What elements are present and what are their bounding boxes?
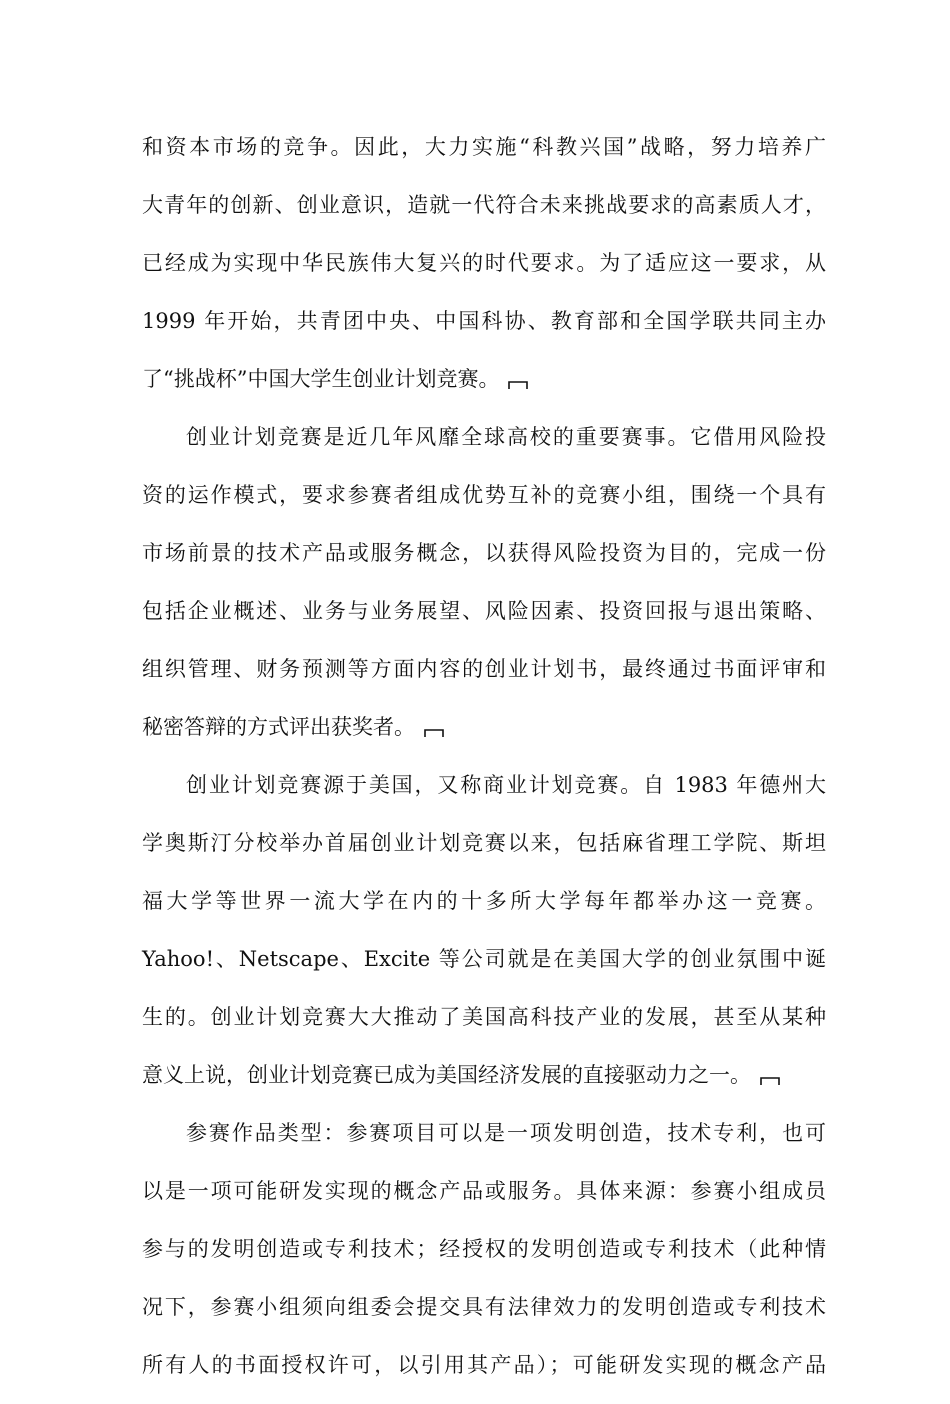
document-body bbox=[142, 128, 826, 1404]
paragraph-2-line-5: 组织管理、财务预测等方面内容的创业计划书，最终通过书面评审和 bbox=[142, 657, 826, 681]
paragraph-4-line-4: 况下，参赛小组须向组委会提交具有法律效力的发明创造或专利技术 bbox=[142, 1295, 826, 1319]
paragraph-1-line-2: 大青年的创新、创业意识，造就一代符合未来挑战要求的高素质人才， bbox=[142, 193, 826, 217]
paragraph-end-mark-icon bbox=[507, 380, 529, 390]
paragraph-2-line-6 bbox=[142, 708, 826, 766]
paragraph-1-line-5-text: 了“挑战杯”中国大学生创业计划竞赛。 bbox=[142, 367, 500, 391]
paragraph-end-mark-icon bbox=[423, 728, 445, 738]
paragraph-2-line-2: 资的运作模式，要求参赛者组成优势互补的竞赛小组，围绕一个具有 bbox=[142, 483, 826, 507]
paragraph-4-line-3: 参与的发明创造或专利技术；经授权的发明创造或专利技术（此种情 bbox=[142, 1237, 826, 1261]
paragraph-4-line-5: 所有人的书面授权许可，以引用其产品）；可能研发实现的概念产品 bbox=[142, 1353, 826, 1377]
paragraph-3-line-5: 生的。创业计划竞赛大大推动了美国高科技产业的发展，甚至从某种 bbox=[142, 1005, 826, 1029]
paragraph-2-line-3: 市场前景的技术产品或服务概念，以获得风险投资为目的，完成一份 bbox=[142, 541, 826, 565]
paragraph-1-line-3: 已经成为实现中华民族伟大复兴的时代要求。为了适应这一要求，从 bbox=[142, 251, 826, 275]
paragraph-3-line-3: 福大学等世界一流大学在内的十多所大学每年都举办这一竞赛。 bbox=[142, 889, 826, 913]
paragraph-3-line-6-text: 意义上说，创业计划竞赛已成为美国经济发展的直接驱动力之一。 bbox=[142, 1063, 751, 1087]
paragraph-1-line-1: 和资本市场的竞争。因此，大力实施“科教兴国”战略，努力培养广 bbox=[142, 135, 826, 159]
paragraph-end-mark-icon bbox=[759, 1076, 781, 1086]
paragraph-1-line-5 bbox=[142, 360, 826, 418]
paragraph-2-line-6-text: 秘密答辩的方式评出获奖者。 bbox=[142, 715, 415, 739]
paragraph-3-line-2: 学奥斯汀分校举办首届创业计划竞赛以来，包括麻省理工学院、斯坦 bbox=[142, 831, 826, 855]
paragraph-1-line-4: 1999 年开始，共青团中央、中国科协、教育部和全国学联共同主办 bbox=[142, 309, 826, 333]
paragraph-3-line-4: Yahoo!、Netscape、Excite 等公司就是在美国大学的创业氛围中诞 bbox=[142, 947, 826, 971]
paragraph-4-line-2: 以是一项可能研发实现的概念产品或服务。具体来源：参赛小组成员 bbox=[142, 1179, 826, 1203]
paragraph-4-line-1: 参赛作品类型：参赛项目可以是一项发明创造，技术专利，也可 bbox=[186, 1121, 826, 1145]
paragraph-3-line-6 bbox=[142, 1056, 826, 1114]
paragraph-2-line-4: 包括企业概述、业务与业务展望、风险因素、投资回报与退出策略、 bbox=[142, 599, 826, 623]
paragraph-3-line-1: 创业计划竞赛源于美国，又称商业计划竞赛。自 1983 年德州大 bbox=[186, 773, 826, 797]
paragraph-2-line-1: 创业计划竞赛是近几年风靡全球高校的重要赛事。它借用风险投 bbox=[186, 425, 826, 449]
